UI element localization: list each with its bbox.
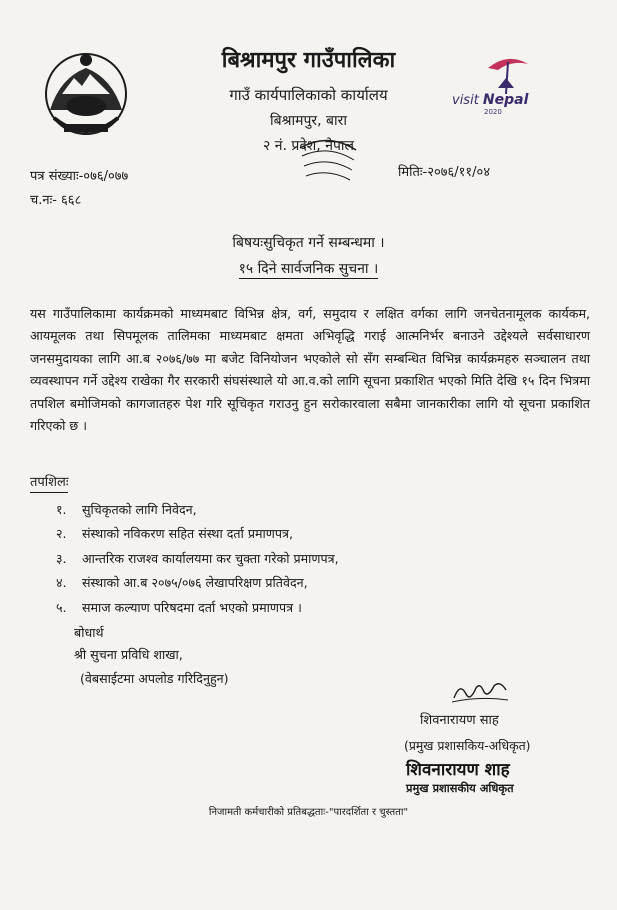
list-item: १. सुचिकृतको लागि निवेदन,: [56, 502, 197, 517]
office-location: बिश्रामपुर, बारा: [269, 113, 348, 129]
requirements-list: [56, 498, 339, 620]
cc-recipient-note: (वेबसाईटमा अपलोड गरिदिनुहुन): [80, 671, 229, 686]
handwritten-signature-icon: [450, 678, 510, 706]
footer-motto: निजामती कर्मचारीको प्रतिबद्धताः-"पारदर्शिता र चुस्तता": [208, 807, 409, 818]
signatory-stamp-name: शिवनारायण शाह: [406, 760, 510, 780]
visit-nepal-wordmark: visit Nepal: [452, 92, 529, 108]
signatory-name: शिवनारायण साह: [420, 713, 499, 728]
list-item: ५. समाज कल्याण परिषदमा दर्ता भएको प्रमाणपत्र ।: [56, 599, 302, 615]
notice-title: १५ दिने सार्वजनिक सुचना ।: [238, 261, 379, 277]
tapsil-label: तपशिलः: [30, 474, 68, 493]
visit-nepal-year: 2020: [484, 108, 502, 116]
letter-number: पत्र संख्याः-०७६/०७७: [30, 169, 129, 184]
cc-recipient: श्री सुचना प्रविधि शाखा,: [74, 647, 183, 662]
org-name: बिश्रामपुर गाउँपालिका: [221, 48, 396, 73]
subject-line: बिषयःसुचिकृत गर्ने सम्बन्धमा ।: [232, 235, 385, 251]
office-stamp-icon: [296, 130, 360, 182]
list-item: २. संस्थाको नविकरण सहित संस्था दर्ता प्रमाणपत्र,: [56, 526, 294, 542]
letter-date: मितिः-२०७६/११/०४: [398, 165, 491, 180]
list-item: ४. संस्थाको आ.ब २०७५/०७६ लेखापरिक्षण प्रतिवेदन,: [56, 575, 308, 591]
cc-label: बोधार्थ: [74, 625, 104, 640]
notice-body: यस गाउँपालिकामा कार्यक्रमको माध्यमबाट विभिन्न क्षेत्र, वर्ग, समुदाय र लक्षित वर्गका लागि जनचेतनामूलक कार्यकम, आयमूलक तथा सिपमूलक तालिमका माध्यमबाट क्षमता अभिवृद्धि गराई आत्मनिर्भर बनाउने उद्देश्यले सर्वसाधारण जनसमुदायका लागि आ.ब २०७६/७७ मा बजेट विनियोजन भएकोले सो सँग सम्बन्धित विभिन्न कार्यक्रमहरु सञ्चालन तथा व्यवस्थापन गर्ने उद्देश्य राखेका गैर सरकारी संघसंस्थाले यो आ.व.को लागि सूचना प्रकाशित भएको मिति देखि १५ दिन भित्रमा तपशिल बमोजिमको कागजातहरु पेश गरि सूचिकृत गराउनु हुन सरोकारवाला सबैमा जानकारीका लागि यो सूचना प्रकाशित गरिएको छ ।: [30, 306, 590, 434]
signatory-stamp-post: प्रमुख प्रशासकीय अधिकृत: [406, 781, 514, 795]
signatory-post: (प्रमुख प्रशासकिय-अधिकृत): [404, 738, 531, 753]
office-name: गाउँ कार्यपालिकाको कार्यालय: [229, 86, 388, 104]
dispatch-number: च.नः- ६६८: [30, 193, 82, 208]
list-item: ३. आन्तरिक राजश्व कार्यालयमा कर चुक्ता गरेको प्रमाणपत्र,: [56, 550, 339, 566]
office-province: २ नं. प्रदेश, नेपाल: [262, 138, 355, 154]
